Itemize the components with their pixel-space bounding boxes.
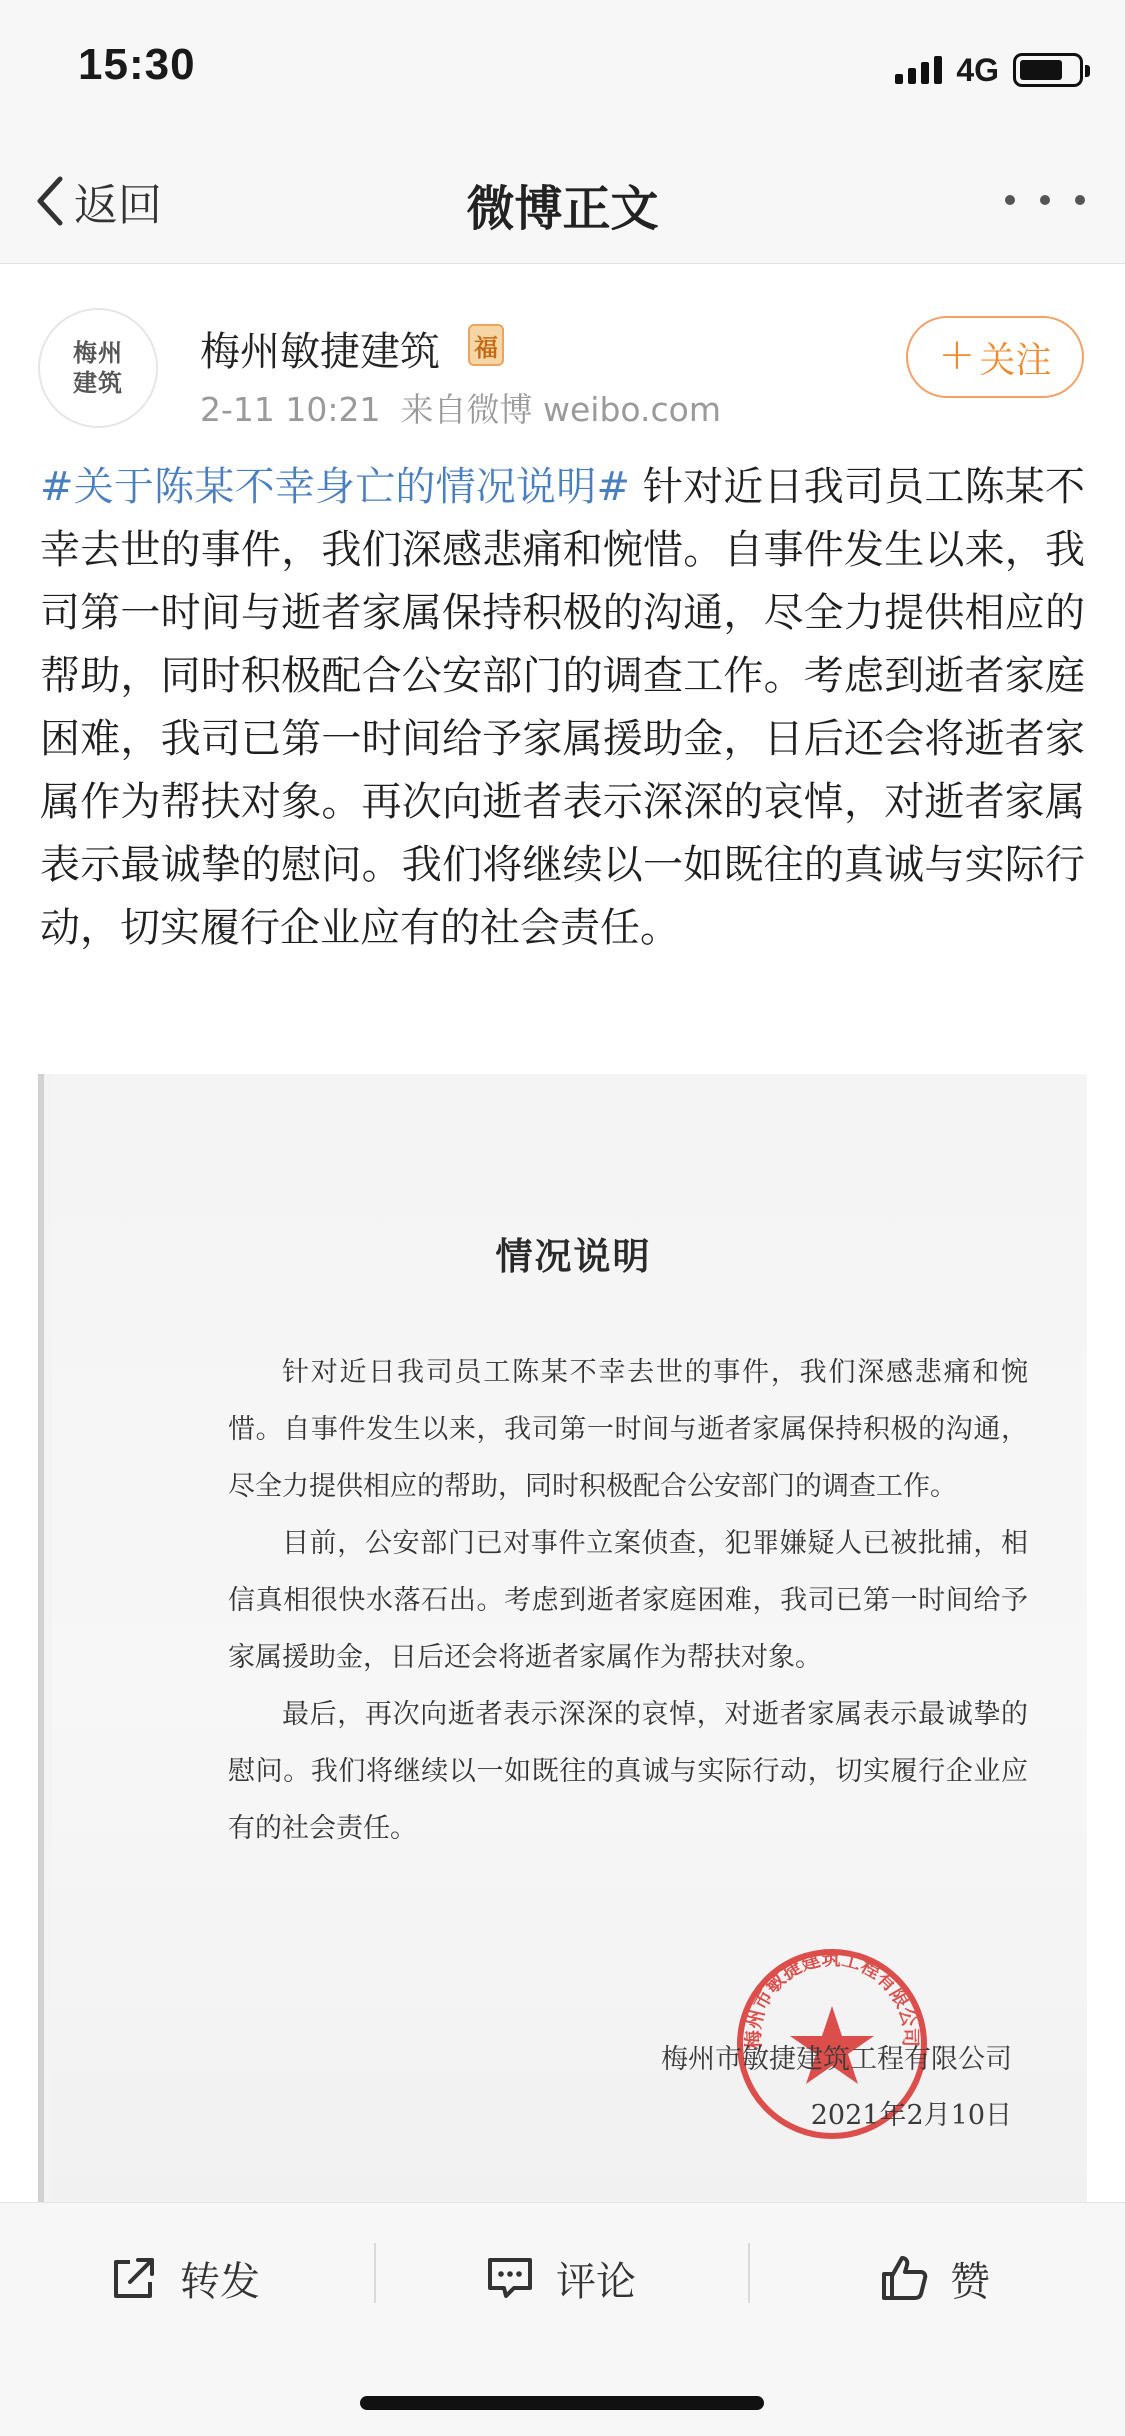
signature-date: 2021年2月10日: [810, 2100, 1012, 2131]
page-title: 微博正文: [466, 181, 659, 237]
document-paragraph: 针对近日我司员工陈某不幸去世的事件，我们深感悲痛和惋惜。自事件发生以来，我司第一时间与逝者家属保持积极的沟通，尽全力提供相应的帮助，同时积极配合公安部门的调查工作。: [228, 1357, 1028, 1502]
more-dot-icon: [1005, 195, 1015, 205]
status-time: 15:30: [78, 40, 196, 89]
document-paragraph: 最后，再次向逝者表示深深的哀悼，对逝者家属表示最诚挚的慰问。我们将继续以一如既往的真诚与实际行动，切实履行企业应有的社会责任。: [228, 1699, 1028, 1844]
document-paper: [52, 1074, 1087, 2204]
hashtag-link[interactable]: #关于陈某不幸身亡的情况说明#: [40, 464, 630, 510]
svg-text:梅州市敏捷建筑工程有限公司: 梅州市敏捷建筑工程有限公司: [742, 1948, 922, 2050]
action-divider: [748, 2243, 750, 2303]
back-label: 返回: [74, 180, 162, 231]
document-title: 情况说明: [495, 1234, 652, 1278]
like-button[interactable]: [878, 2243, 990, 2313]
avatar[interactable]: [38, 308, 158, 428]
share-icon: [108, 2252, 160, 2304]
like-label: 赞: [950, 2258, 990, 2305]
comment-button[interactable]: [484, 2243, 636, 2313]
document-paragraph: 目前，公安部门已对事件立案侦查，犯罪嫌疑人已被批捕，相信真相很快水落石出。考虑到逝者家庭困难，我司已第一时间给予家属援助金，日后还会将逝者家属作为帮扶对象。: [228, 1528, 1028, 1673]
post-text: [40, 456, 1085, 960]
more-options-button[interactable]: [1005, 180, 1085, 220]
post-meta: [200, 384, 721, 431]
follow-label: 关注: [979, 339, 1052, 381]
home-indicator[interactable]: [360, 2396, 764, 2410]
repost-label: 转发: [180, 2258, 260, 2305]
post-source: 来自微博 weibo.com: [400, 390, 721, 429]
comment-label: 评论: [556, 2258, 636, 2305]
attached-document-image[interactable]: [38, 1074, 1087, 2204]
avatar-text-line1: 梅州: [73, 339, 123, 367]
nav-bar: [0, 140, 1125, 264]
comment-icon: [484, 2252, 536, 2304]
network-label: 4G: [956, 51, 999, 88]
more-dot-icon: [1075, 195, 1085, 205]
avatar-text-line2: 建筑: [73, 369, 123, 397]
battery-icon: [1013, 53, 1083, 87]
post-body: 针对近日我司员工陈某不幸去世的事件，我们深感悲痛和惋惜。自事件发生以来，我司第一时间与逝者家属保持积极的沟通，尽全力提供相应的帮助，同时积极配合公安部门的调查工作。考虑到逝者家庭困难，我司已第一时间给予家属援助金，日后还会将逝者家属作为帮扶对象。再次向逝者表示深深的哀悼，对逝者家属表示最诚挚的慰问。我们将继续以一如既往的真诚与实际行动，切实履行企业应有的社会责任。: [40, 464, 1086, 951]
status-bar: [0, 0, 1125, 140]
signal-icon: [895, 56, 942, 84]
thumbs-up-icon: [878, 2252, 930, 2304]
signature-company: 梅州市敏捷建筑工程有限公司: [661, 2044, 1012, 2075]
post-time: 2-11 10:21: [200, 390, 381, 429]
status-indicators: [895, 48, 1083, 92]
author-row: [0, 264, 1125, 444]
more-dot-icon: [1040, 195, 1050, 205]
vip-badge-icon: 福: [468, 324, 504, 366]
document-body: [228, 1344, 1028, 1857]
action-divider: [374, 2243, 376, 2303]
battery-level: [1020, 60, 1062, 80]
author-name[interactable]: 梅州敏捷建筑: [200, 329, 440, 375]
plus-icon: +: [938, 329, 976, 380]
repost-button[interactable]: [108, 2243, 260, 2313]
follow-button[interactable]: [906, 316, 1084, 398]
document-signature: [452, 2032, 1012, 2144]
